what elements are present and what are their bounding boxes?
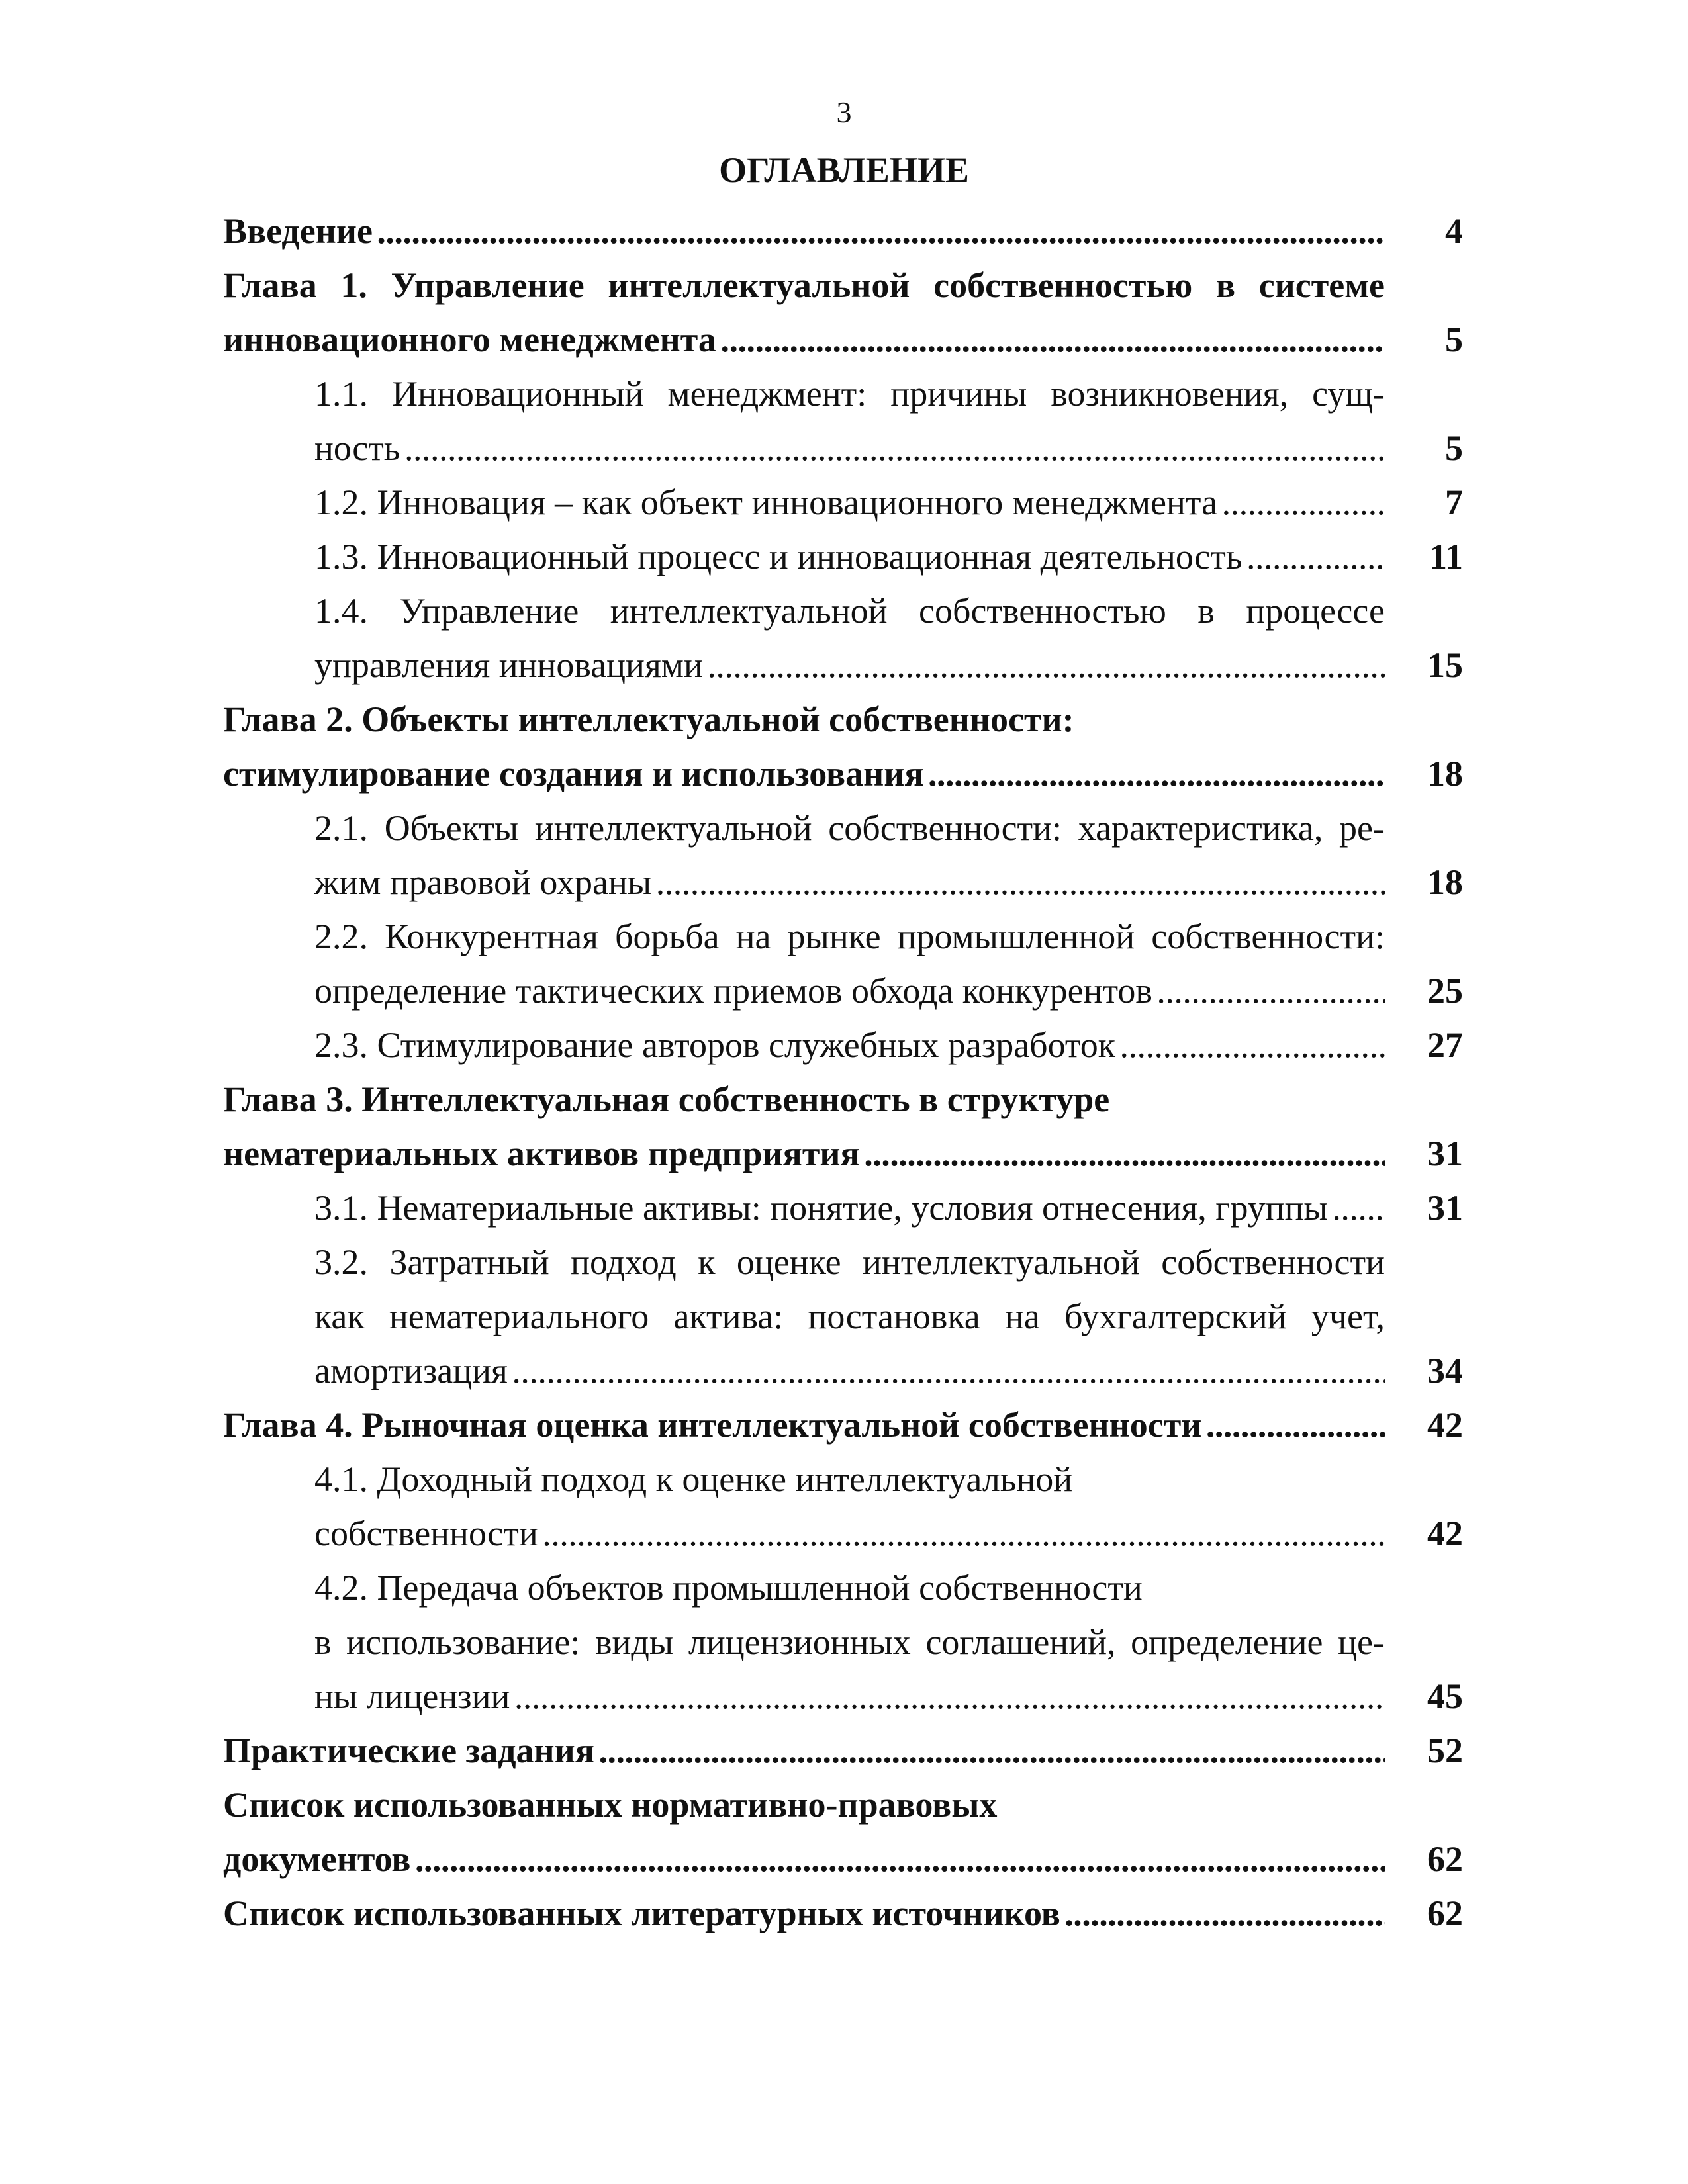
toc-entry-title: амортизация . . . [314,1343,1385,1398]
toc-entry-section-3-2[interactable] [0,1235,1688,1289]
toc-entry-section-3-2-cont2[interactable] [0,1343,1688,1398]
toc-entry-section-2-1-cont[interactable] [0,855,1688,909]
page-title: ОГЛАВЛЕНИЕ [719,150,969,190]
toc-entry-title: Глава 2. Объекты интеллектуальной собственности: [223,700,1074,739]
toc-page-number: 5 [1445,428,1463,468]
toc-page-number: 18 [1427,754,1463,794]
toc-page-number: 25 [1427,971,1463,1011]
toc-entry-section-1-4[interactable] [0,584,1688,638]
toc-entry-section-2-3[interactable] [0,1018,1688,1072]
toc-entry-practice[interactable] [0,1723,1688,1778]
toc-entry-title: Глава 3. Интеллектуальная собственность в структуре [223,1079,1110,1119]
toc-entry-section-3-2-cont[interactable] [0,1289,1688,1343]
toc-entry-title: нематериальных активов предприятия . . . [223,1126,1385,1181]
toc-entry-section-4-2[interactable] [0,1561,1688,1615]
toc-entry-section-2-2-cont[interactable] [0,964,1688,1018]
toc-entry-legal-docs[interactable] [0,1778,1688,1832]
toc-entry-title: 1.3. Инновационный процесс и инновационная деятельность . . . [314,529,1385,584]
toc-page-number: 31 [1427,1134,1463,1173]
toc-entry-title: 2.1. Объекты интеллектуальной собственности: характеристика, ре- [314,808,1385,848]
toc-entry-section-1-1[interactable] [0,367,1688,421]
toc-page-number: 42 [1427,1514,1463,1553]
toc-entry-section-1-3[interactable] [0,529,1688,584]
toc-entry-title: ны лицензии . . . [314,1669,1385,1723]
toc-entry-title: документов . . . [223,1832,1385,1886]
toc-entry-title: 1.1. Инновационный менеджмент: причины возникновения, сущ- [314,374,1385,414]
toc-page-number: 45 [1427,1676,1463,1716]
toc-page-number: 62 [1427,1839,1463,1879]
table-of-contents [0,204,1688,1940]
toc-page-number: 42 [1427,1405,1463,1445]
toc-entry-title: в использование: виды лицензионных соглашений, определение це- [314,1622,1385,1662]
toc-page-number: 31 [1427,1188,1463,1228]
toc-entry-chapter-2[interactable] [0,692,1688,747]
toc-entry-title: как нематериального актива: постановка на бухгалтерский учет, [314,1297,1385,1336]
toc-entry-title: Глава 4. Рыночная оценка интеллектуальной собственности . . . [223,1398,1385,1452]
toc-entry-section-2-2[interactable] [0,909,1688,964]
toc-page-number: 34 [1427,1351,1463,1390]
toc-page-number: 52 [1427,1731,1463,1770]
toc-page-number: 4 [1445,211,1463,251]
toc-entry-introduction[interactable] [0,204,1688,258]
toc-entry-title: Введение . . . [223,204,1385,258]
toc-page-number: 18 [1427,862,1463,902]
toc-entry-section-1-4-cont[interactable] [0,638,1688,692]
toc-entry-chapter-3[interactable] [0,1072,1688,1126]
toc-page-number: 62 [1427,1893,1463,1933]
toc-entry-title: Список использованных нормативно-правовых [223,1785,998,1825]
toc-entry-title: 2.3. Стимулирование авторов служебных разработок . . . [314,1018,1385,1072]
toc-entry-section-4-2-cont2[interactable] [0,1669,1688,1723]
toc-entry-literature[interactable] [0,1886,1688,1940]
toc-entry-title: собственности . . . [314,1506,1385,1561]
toc-entry-title: Список использованных литературных источников . . . [223,1886,1385,1940]
toc-entry-section-4-1-cont[interactable] [0,1506,1688,1561]
toc-entry-title: 4.1. Доходный подход к оценке интеллектуальной [314,1459,1073,1499]
toc-entry-title: 1.4. Управление интеллектуальной собственностью в процессе [314,591,1385,631]
toc-entry-title: определение тактических приемов обхода конкурентов . . . [314,964,1385,1018]
toc-entry-title: 1.2. Инновация – как объект инновационного менеджмента . . . [314,475,1385,529]
page-number: 3 [836,95,852,129]
toc-entry-section-4-1[interactable] [0,1452,1688,1506]
toc-entry-section-2-1[interactable] [0,801,1688,855]
toc-page-number: 15 [1427,645,1463,685]
toc-entry-title: Глава 1. Управление интеллектуальной собственностью в системе [223,265,1385,305]
toc-page-number: 5 [1445,320,1463,359]
toc-entry-title: жим правовой охраны . . . [314,855,1385,909]
toc-entry-title: 4.2. Передача объектов промышленной собственности [314,1568,1143,1608]
toc-entry-section-1-1-cont[interactable] [0,421,1688,475]
toc-entry-title: инновационного менеджмента . . . [223,312,1385,367]
toc-entry-title: 3.2. Затратный подход к оценке интеллектуальной собственности [314,1242,1385,1282]
toc-page-number: 7 [1445,482,1463,522]
toc-entry-section-3-1[interactable] [0,1181,1688,1235]
toc-entry-legal-docs-cont[interactable] [0,1832,1688,1886]
toc-entry-section-4-2-cont[interactable] [0,1615,1688,1669]
toc-entry-title: 2.2. Конкурентная борьба на рынке промышленной собственности: [314,917,1385,956]
toc-entry-chapter-1[interactable] [0,258,1688,312]
toc-entry-chapter-1-cont[interactable] [0,312,1688,367]
toc-entry-title: Практические задания . . . [223,1723,1385,1778]
toc-entry-chapter-2-cont[interactable] [0,747,1688,801]
toc-entry-section-1-2[interactable] [0,475,1688,529]
toc-entry-chapter-3-cont[interactable] [0,1126,1688,1181]
toc-entry-title: стимулирование создания и использования . . . [223,747,1385,801]
toc-entry-title: 3.1. Нематериальные активы: понятие, условия отнесения, группы . . . [314,1181,1385,1235]
toc-entry-title: ность . . . [314,421,1385,475]
toc-entry-chapter-4[interactable] [0,1398,1688,1452]
toc-entry-title: управления инновациями . . . [314,638,1385,692]
toc-page-number: 27 [1427,1025,1463,1065]
toc-page-number: 11 [1429,537,1463,576]
